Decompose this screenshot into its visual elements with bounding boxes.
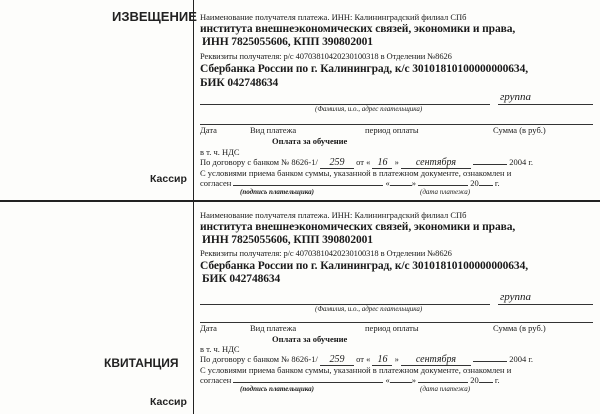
sign-caption: (подпись плательщика) [240, 188, 314, 196]
bank-details: Сбербанка России по г. Калининград, к/с 30101810100000000634, [200, 260, 529, 272]
col-date: Дата [200, 125, 217, 135]
year-prefix: 20 [470, 178, 479, 188]
col-sum: Сумма (в руб.) [493, 125, 546, 135]
receipt-cashier-label: Кассир [150, 396, 187, 408]
institute-name: института внешнеэкономических связей, экономики и права, [200, 221, 516, 233]
col-period: период оплаты [365, 323, 419, 333]
year-prefix: 20 [470, 375, 479, 385]
col-type: Вид платежа [250, 125, 297, 135]
contract-month: сентября [401, 354, 471, 366]
col-period: период оплаты [365, 125, 419, 135]
bik: БИК 042748634 [202, 273, 281, 285]
group-line [498, 304, 593, 305]
requisites-text: Реквизиты получателя: р/с 40703810420230100318 в Отделении №8626 [200, 248, 452, 258]
agree-line [200, 375, 500, 385]
inn-kpp: ИНН 7825055606, КПП 390802001 [202, 36, 373, 48]
payment-purpose: Оплата за обучение [272, 334, 348, 344]
agree-word: согласен [200, 375, 232, 385]
inn-kpp: ИНН 7825055606, КПП 390802001 [202, 234, 373, 246]
contract-year: 2004 г. [509, 157, 533, 167]
group-label: группа [500, 291, 532, 303]
payment-purpose: Оплата за обучение [272, 136, 348, 146]
contract-number: 259 [320, 354, 354, 366]
contract-from: от « [356, 354, 371, 364]
vat-label: в т. ч. НДС [200, 344, 240, 354]
vertical-divider [193, 0, 194, 414]
sign-caption: (подпись плательщика) [240, 385, 314, 393]
date-open: « [385, 375, 390, 385]
requisites-text: Реквизиты получателя: р/с 40703810420230100318 в Отделении №8626 [200, 51, 452, 61]
notice-section [200, 0, 595, 200]
col-date: Дата [200, 323, 217, 333]
notice-cashier-label: Кассир [150, 173, 187, 185]
col-type: Вид платежа [250, 323, 297, 333]
date-open: « [385, 178, 390, 188]
vat-label: в т. ч. НДС [200, 147, 240, 157]
date-caption: (дата платежа) [420, 385, 471, 393]
contract-from: от « [356, 157, 371, 167]
group-label: группа [500, 91, 532, 103]
date-close: » [411, 178, 417, 188]
bik: БИК 042748634 [200, 77, 279, 89]
date-caption: (дата платежа) [420, 188, 471, 196]
contract-month: сентября [401, 157, 471, 169]
terms-text: С условиями приема банком суммы, указанной в платежном документе, ознакомлен и [200, 168, 512, 178]
requisites [200, 50, 452, 62]
contract-day: 16 [372, 354, 392, 366]
bank-details: Сбербанка России по г. Калининград, к/с 30101810100000000634, [200, 63, 529, 75]
notice-label: ИЗВЕЩЕНИЕ [112, 9, 197, 24]
group-line [498, 104, 593, 105]
payer-caption: (Фамилия, и.о., адрес плательщика) [315, 105, 423, 113]
contract-number: 259 [320, 157, 354, 169]
date-close: » [411, 375, 417, 385]
recipient-line: Наименование получателя платежа. ИНН: Калининградский филиал СПб [200, 210, 467, 220]
payer-caption: (Фамилия, и.о., адрес плательщика) [315, 305, 423, 313]
contract-prefix: По договору с банком № 8626-1/ [200, 157, 318, 167]
requisites [200, 247, 452, 259]
terms-text: С условиями приема банком суммы, указанной в платежном документе, ознакомлен и [200, 365, 512, 375]
year-suffix: г. [494, 178, 500, 188]
col-sum: Сумма (в руб.) [493, 323, 546, 333]
contract-prefix: По договору с банком № 8626-1/ [200, 354, 318, 364]
agree-word: согласен [200, 178, 232, 188]
institute-name: института внешнеэкономических связей, экономики и права, [200, 23, 516, 35]
receipt-label: КВИТАНЦИЯ [104, 356, 179, 370]
recipient-line: Наименование получателя платежа. ИНН: Калининградский филиал СПб [200, 12, 467, 22]
year-suffix: г. [494, 375, 500, 385]
contract-year: 2004 г. [509, 354, 533, 364]
contract-day: 16 [372, 157, 392, 169]
contract-day-close: » [394, 354, 399, 364]
receipt-section [200, 202, 595, 414]
contract-day-close: » [394, 157, 399, 167]
agree-line [200, 178, 500, 188]
